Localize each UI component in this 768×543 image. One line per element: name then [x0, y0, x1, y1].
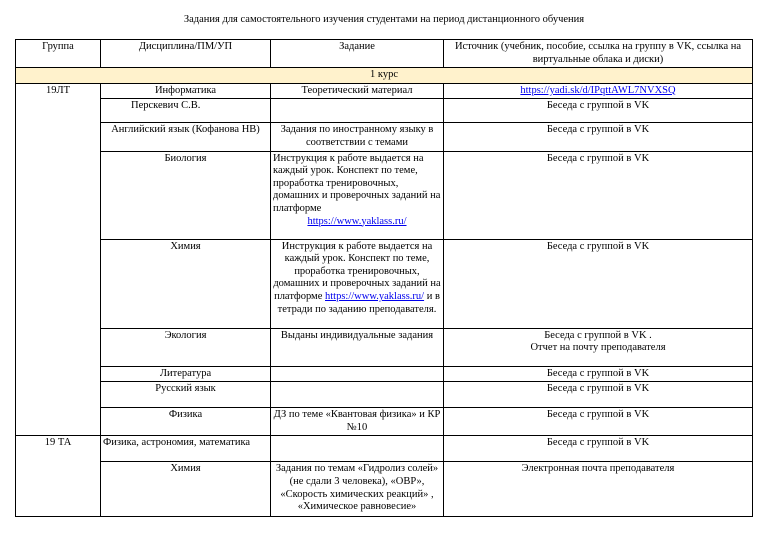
source-cell: Беседа с группой в VK [444, 382, 753, 408]
yaklass-link[interactable]: https://www.yaklass.ru/ [307, 215, 407, 227]
discipline-cell: Русский язык [101, 382, 271, 408]
source-cell: Электронная почта преподавателя [444, 462, 753, 517]
page-title: Задания для самостоятельного изучения студентами на период дистанционного обучения [183, 14, 585, 25]
table-row [16, 123, 753, 151]
source-line: Беседа с группой в VK . [544, 329, 652, 341]
source-line: Отчет на почту преподавателя [530, 342, 666, 354]
task-cell: ДЗ по теме «Квантовая физика» и КР №10 [271, 408, 444, 436]
table-row [16, 382, 753, 408]
table-row [16, 239, 753, 328]
group-cell-19lt: 19ЛТ [16, 83, 101, 436]
group-cell-19ta: 19 ТА [16, 436, 101, 517]
discipline-cell: Информатика [101, 83, 271, 99]
table-row [16, 408, 753, 436]
task-cell [271, 382, 444, 408]
source-cell: Беседа с группой в VK [444, 239, 753, 328]
table-row [16, 151, 753, 239]
source-cell: Беседа с группой в VK [444, 408, 753, 436]
table-row [16, 99, 753, 123]
course-label: 1 курс [16, 68, 753, 84]
table-row [16, 366, 753, 382]
discipline-cell: Химия [101, 239, 271, 328]
task-cell: Задания по иностранному языку в соответствии с темами [271, 123, 444, 151]
source-cell [444, 83, 753, 99]
task-cell: Теоретический материал [271, 83, 444, 99]
task-cell [271, 151, 444, 239]
table-row [16, 436, 753, 462]
table-header-row [16, 40, 753, 68]
table-row [16, 462, 753, 517]
source-cell: Беседа с группой в VK [444, 436, 753, 462]
task-text-after: и в тетради по заданию преподавателя. [277, 290, 440, 315]
assignments-table [15, 39, 753, 517]
discipline-cell: Физика, астрономия, математика [101, 436, 271, 462]
source-cell: Беседа с группой в VK [444, 123, 753, 151]
task-cell [271, 239, 444, 328]
discipline-cell: Перскевич С.В. [101, 99, 271, 123]
task-cell [271, 436, 444, 462]
discipline-cell: Химия [101, 462, 271, 517]
header-task: Задание [271, 40, 444, 68]
task-cell [271, 99, 444, 123]
yaklass-link[interactable]: https://www.yaklass.ru/ [325, 290, 425, 302]
header-group: Группа [16, 40, 101, 68]
table-row [16, 83, 753, 99]
source-cell: Беседа с группой в VK [444, 366, 753, 382]
table-row [16, 328, 753, 366]
discipline-cell: Физика [101, 408, 271, 436]
discipline-cell: Биология [101, 151, 271, 239]
yadisk-link[interactable]: https://yadi.sk/d/IPqttAWL7NVXSQ [520, 84, 676, 96]
header-source: Источник (учебник, пособие, ссылка на группу в VK, ссылка на виртуальные облака и диски) [444, 40, 753, 68]
source-cell: Беседа с группой в VK [444, 99, 753, 123]
discipline-cell: Литература [101, 366, 271, 382]
task-cell: Выданы индивидуальные задания [271, 328, 444, 366]
header-discipline: Дисциплина/ПМ/УП [101, 40, 271, 68]
discipline-cell: Английский язык (Кофанова НВ) [101, 123, 271, 151]
course-row [16, 68, 753, 84]
task-text: Инструкция к работе выдается на каждый урок. Конспект по теме, проработка тренировочных, домашних и проверочных заданий на платформе [273, 152, 441, 214]
source-cell: Беседа с группой в VK [444, 151, 753, 239]
task-cell: Задания по темам «Гидролиз солей» (не сдали 3 человека), «ОВР», «Скорость химических реакций» , «Химическое равновесие» [271, 462, 444, 517]
task-cell [271, 366, 444, 382]
task-text: Инструкция к работе выдается на каждый урок. Конспект по теме, проработка тренировочных, домашних и проверочных заданий на платформе [273, 240, 441, 302]
source-cell [444, 328, 753, 366]
discipline-cell: Экология [101, 328, 271, 366]
